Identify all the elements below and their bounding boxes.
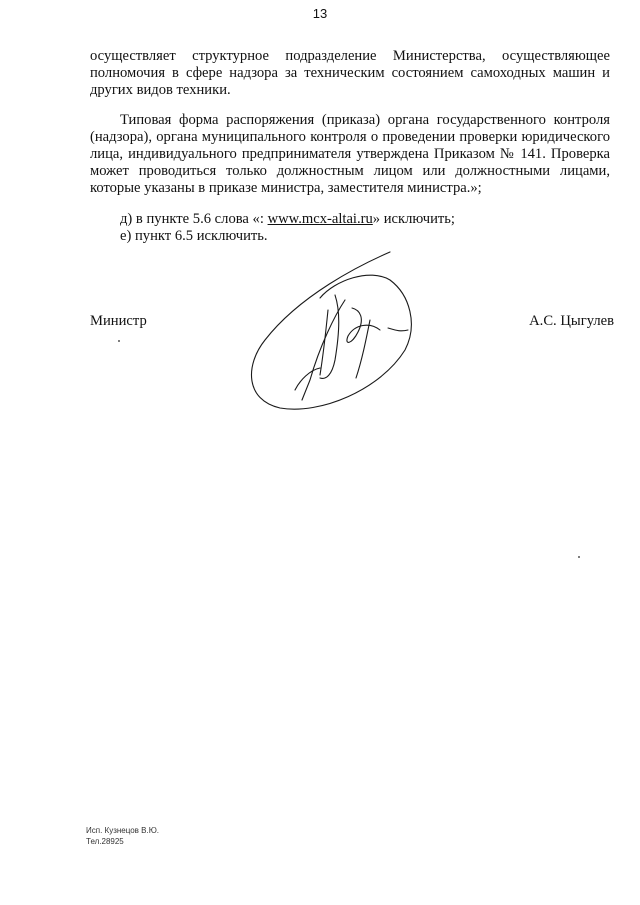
executor-phone: Тел.28925 [86, 837, 124, 846]
scan-speck [118, 340, 120, 342]
paragraph-typical-form: Типовая форма распоряжения (приказа) органа государственного контроля (надзора), органа муниципального контроля о проведении проверки юридического лица, индивидуального предпринимателя утверждена Приказом № 141. Проверка может проводиться только должностным лицом или должностными лицами, которые указаны в приказе министра, заместителя министра.»; [90, 112, 610, 196]
document-body [90, 48, 610, 245]
item-d-suffix: » исключить; [372, 211, 455, 227]
handwritten-signature [240, 240, 420, 420]
website-link-text: www.mcx-altai.ru [267, 211, 373, 227]
page-number: 13 [312, 6, 328, 21]
executor-name: Исп. Кузнецов В.Ю. [86, 826, 159, 835]
document-footer [86, 825, 159, 847]
item-d-prefix: д) в пункте 5.6 слова «: [120, 211, 268, 227]
signatory-name: А.С. Цыгулев [529, 313, 614, 329]
signatory-title: Министр [90, 313, 147, 329]
amendment-item-e: е) пункт 6.5 исключить. [120, 228, 268, 244]
scan-speck [578, 556, 580, 558]
paragraph-continuation: осуществляет структурное подразделение Министерства, осуществляющее полномочия в сфере надзора за техническим состоянием самоходных машин и других видов техники. [90, 48, 610, 98]
amendment-item-d [90, 211, 610, 228]
